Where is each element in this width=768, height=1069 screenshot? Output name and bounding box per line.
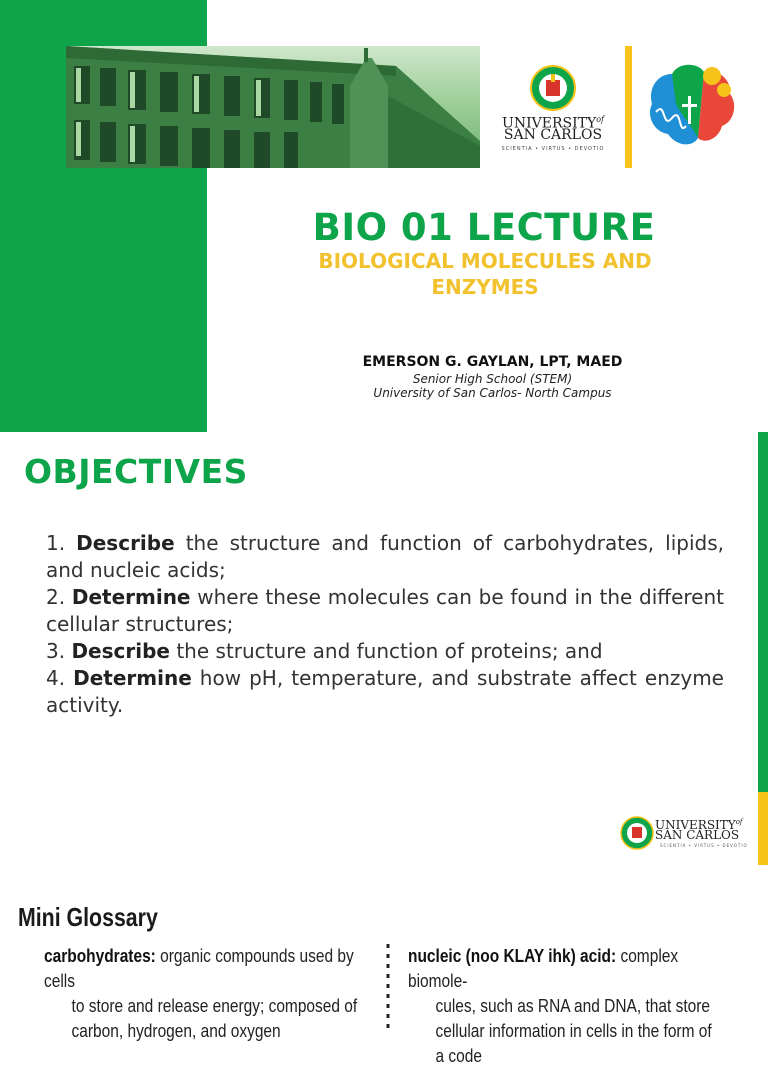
author-name: EMERSON G. GAYLAN, LPT, MAED <box>362 354 623 370</box>
glossary-section <box>0 872 768 1066</box>
glossary-entry-carbohydrates: carbohydrates: organic compounds used by cells to store and release energy; composed of carbon, hydrogen, and oxygen <box>44 946 358 1041</box>
objective-item: 2. Determine where these molecules can be found in the different cellular structures; <box>46 585 724 636</box>
objective-item: 3. Describe the structure and function of proteins; and <box>46 639 603 663</box>
objectives-list <box>46 530 724 719</box>
usc-logo-line1: $UNIVERSITY^{of}$ <box>502 115 604 132</box>
glossary-dotted-separator <box>386 944 390 1028</box>
usc-small-logo-line1: $UNIVERSITY^{of}$ <box>655 818 743 832</box>
author-role: Senior High School (STEM) <box>412 372 573 386</box>
brain-icon <box>642 56 738 160</box>
glossary-term: carbohydrates: <box>44 946 156 966</box>
objective-item: 4. Determine how pH, temperature, and substrate affect enzyme activity. <box>46 666 724 717</box>
yellow-divider <box>625 46 632 168</box>
usc-logo-motto: SCIENTIA • VIRTUS • DEVOTIO <box>501 146 605 152</box>
lecture-subtitle: BIOLOGICAL MOLECULES AND ENZYMES <box>318 249 652 299</box>
title-slide <box>0 0 768 432</box>
campus-building-photo <box>66 46 480 168</box>
glossary-entry-nucleic-acid: nucleic (noo KLAY ihk) acid: complex biomole- cules, such as RNA and DNA, that store cellular information in cells in the form of a code <box>408 946 712 1066</box>
yellow-side-stripe <box>758 792 768 865</box>
usc-small-logo-line2: SAN CARLOS <box>655 828 740 842</box>
usc-small-logo-motto: SCIENTIA • VIRTUS • DEVOTIO <box>660 843 748 848</box>
lecture-title: BIO 01 LECTURE <box>312 206 656 249</box>
objective-item: 1. Describe the structure and function of carbohydrates, lipids, and nucleic acids; <box>46 531 724 582</box>
green-side-stripe <box>758 432 768 792</box>
objectives-heading: OBJECTIVES <box>24 452 248 491</box>
objectives-slide <box>0 432 768 872</box>
usc-logo-line2: SAN CARLOS <box>503 127 603 143</box>
glossary-term: nucleic (noo KLAY ihk) acid: <box>408 946 617 966</box>
author-school: University of San Carlos- North Campus <box>373 386 612 400</box>
glossary-title: Mini Glossary <box>18 902 158 932</box>
